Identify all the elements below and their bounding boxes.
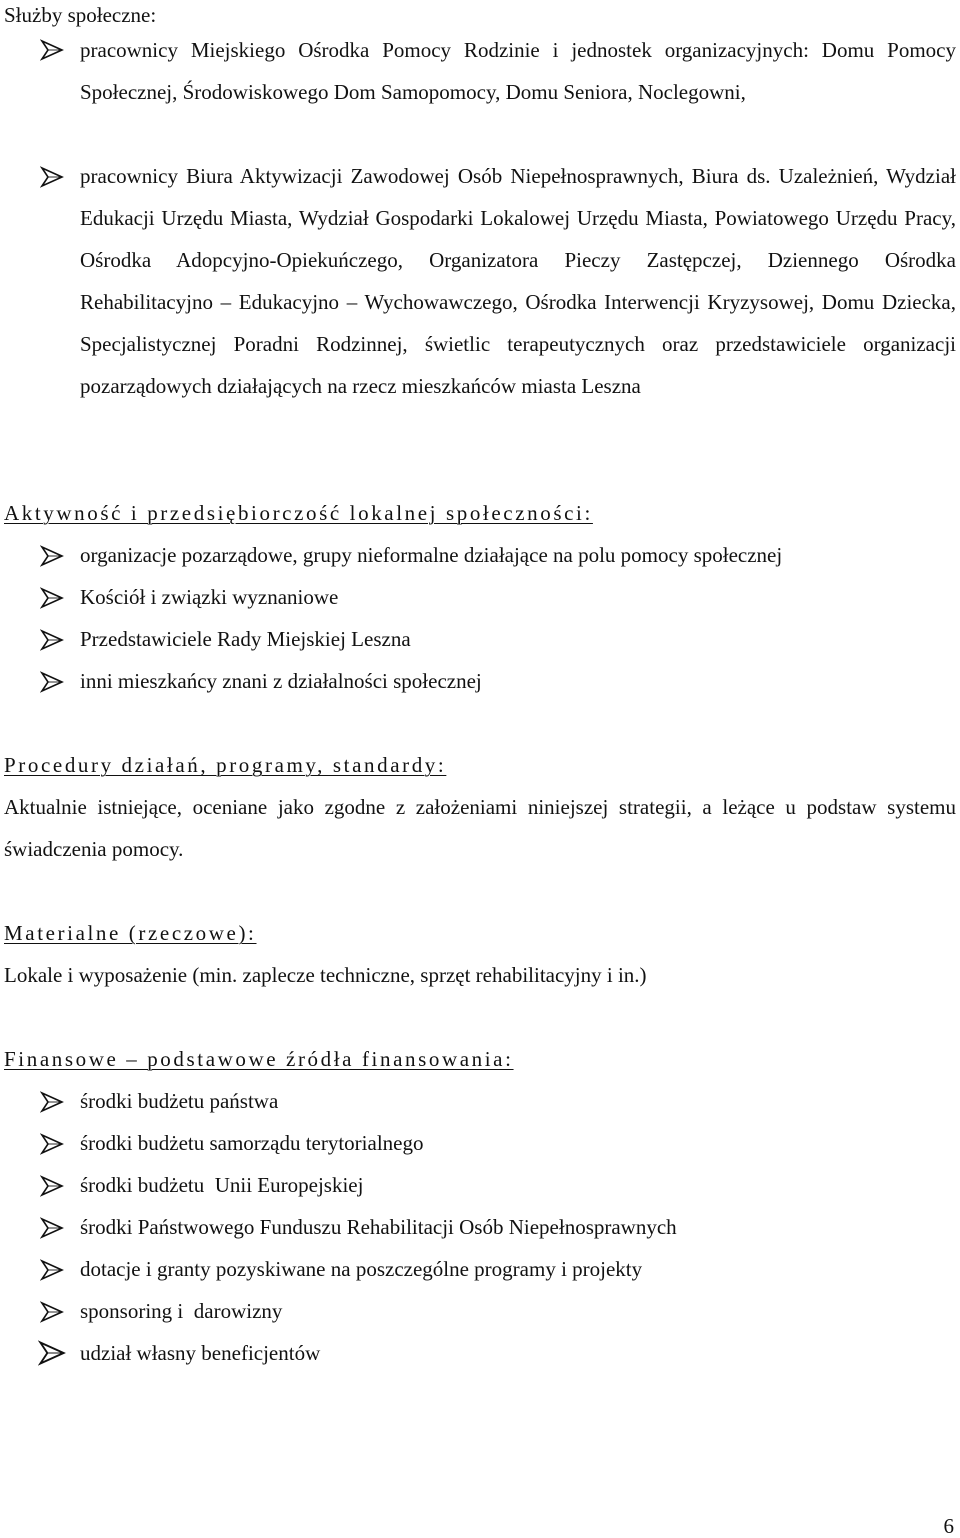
finance-heading: Finansowe – podstawowe źródła finansowania:	[4, 1047, 514, 1071]
arrow-bullet-icon	[40, 1132, 64, 1156]
procedures-heading: Procedury działań, programy, standardy:	[4, 753, 447, 777]
arrow-bullet-icon	[40, 1216, 64, 1240]
arrow-bullet-icon	[40, 38, 64, 62]
finance-item-5: dotacje i granty pozyskiwane na poszczególne programy i projekty	[80, 1257, 643, 1281]
arrow-bullet-icon	[40, 1300, 64, 1324]
finance-item-2: środki budżetu samorządu terytorialnego	[80, 1131, 424, 1155]
procedures-text: Aktualnie istniejące, oceniane jako zgodne z założeniami niniejszej strategii, a leżące u podstaw systemu świadczenia pomocy.	[4, 795, 956, 861]
community-item-2: Kościół i związki wyznaniowe	[80, 585, 339, 609]
arrow-bullet-icon	[40, 586, 64, 610]
community-item-3: Przedstawiciele Rady Miejskiej Leszna	[80, 627, 411, 651]
finance-item-4: środki Państwowego Funduszu Rehabilitacji Osób Niepełnosprawnych	[80, 1215, 677, 1239]
community-heading: Aktywność i przedsiębiorczość lokalnej społeczności:	[4, 501, 593, 525]
finance-item-6: sponsoring i darowizny	[80, 1299, 283, 1323]
arrow-bullet-icon	[40, 544, 64, 568]
arrow-bullet-icon	[40, 1090, 64, 1114]
material-heading: Materialne (rzeczowe):	[4, 921, 257, 945]
arrow-bullet-icon	[40, 165, 64, 189]
arrow-bullet-icon	[38, 1339, 66, 1367]
social-services-item-2: pracownicy Biura Aktywizacji Zawodowej Osób Niepełnosprawnych, Biura ds. Uzależnień, Wydział Edukacji Urzędu Miasta, Wydział Gospodarki Lokalowej Urzędu Miasta, Powiatowego Urzędu Pracy, Ośrodka Adopcyjno-Opiekuńczego, Organizatora Pieczy Zastępczej, Dziennego Ośrodka Rehabilitacyjno – Edukacyjno – Wychowawczego, Ośrodka Interwencji Kryzysowej, Domu Dziecka, Specjalistycznej Poradni Rodzinnej, świetlic terapeutycznych oraz przedstawiciele organizacji pozarządowych działających na rzecz mieszkańców miasta Leszna	[80, 164, 956, 398]
arrow-bullet-icon	[40, 628, 64, 652]
finance-item-1: środki budżetu państwa	[80, 1089, 279, 1113]
community-item-1: organizacje pozarządowe, grupy nieformalne działające na polu pomocy społecznej	[80, 543, 783, 567]
arrow-bullet-icon	[40, 1174, 64, 1198]
community-item-4: inni mieszkańcy znani z działalności społecznej	[80, 669, 482, 693]
arrow-bullet-icon	[40, 1258, 64, 1282]
material-text: Lokale i wyposażenie (min. zaplecze techniczne, sprzęt rehabilitacyjny i in.)	[4, 963, 647, 987]
finance-item-7: udział własny beneficjentów	[80, 1341, 321, 1365]
page-number: 6	[943, 1514, 954, 1538]
social-services-item-1: pracownicy Miejskiego Ośrodka Pomocy Rodzinie i jednostek organizacyjnych: Domu Pomocy Społecznej, Środowiskowego Dom Samopomocy, Domu Seniora, Noclegowni,	[80, 38, 956, 104]
social-services-heading: Służby społeczne:	[4, 3, 157, 27]
arrow-bullet-icon	[40, 670, 64, 694]
finance-item-3: środki budżetu Unii Europejskiej	[80, 1173, 364, 1197]
